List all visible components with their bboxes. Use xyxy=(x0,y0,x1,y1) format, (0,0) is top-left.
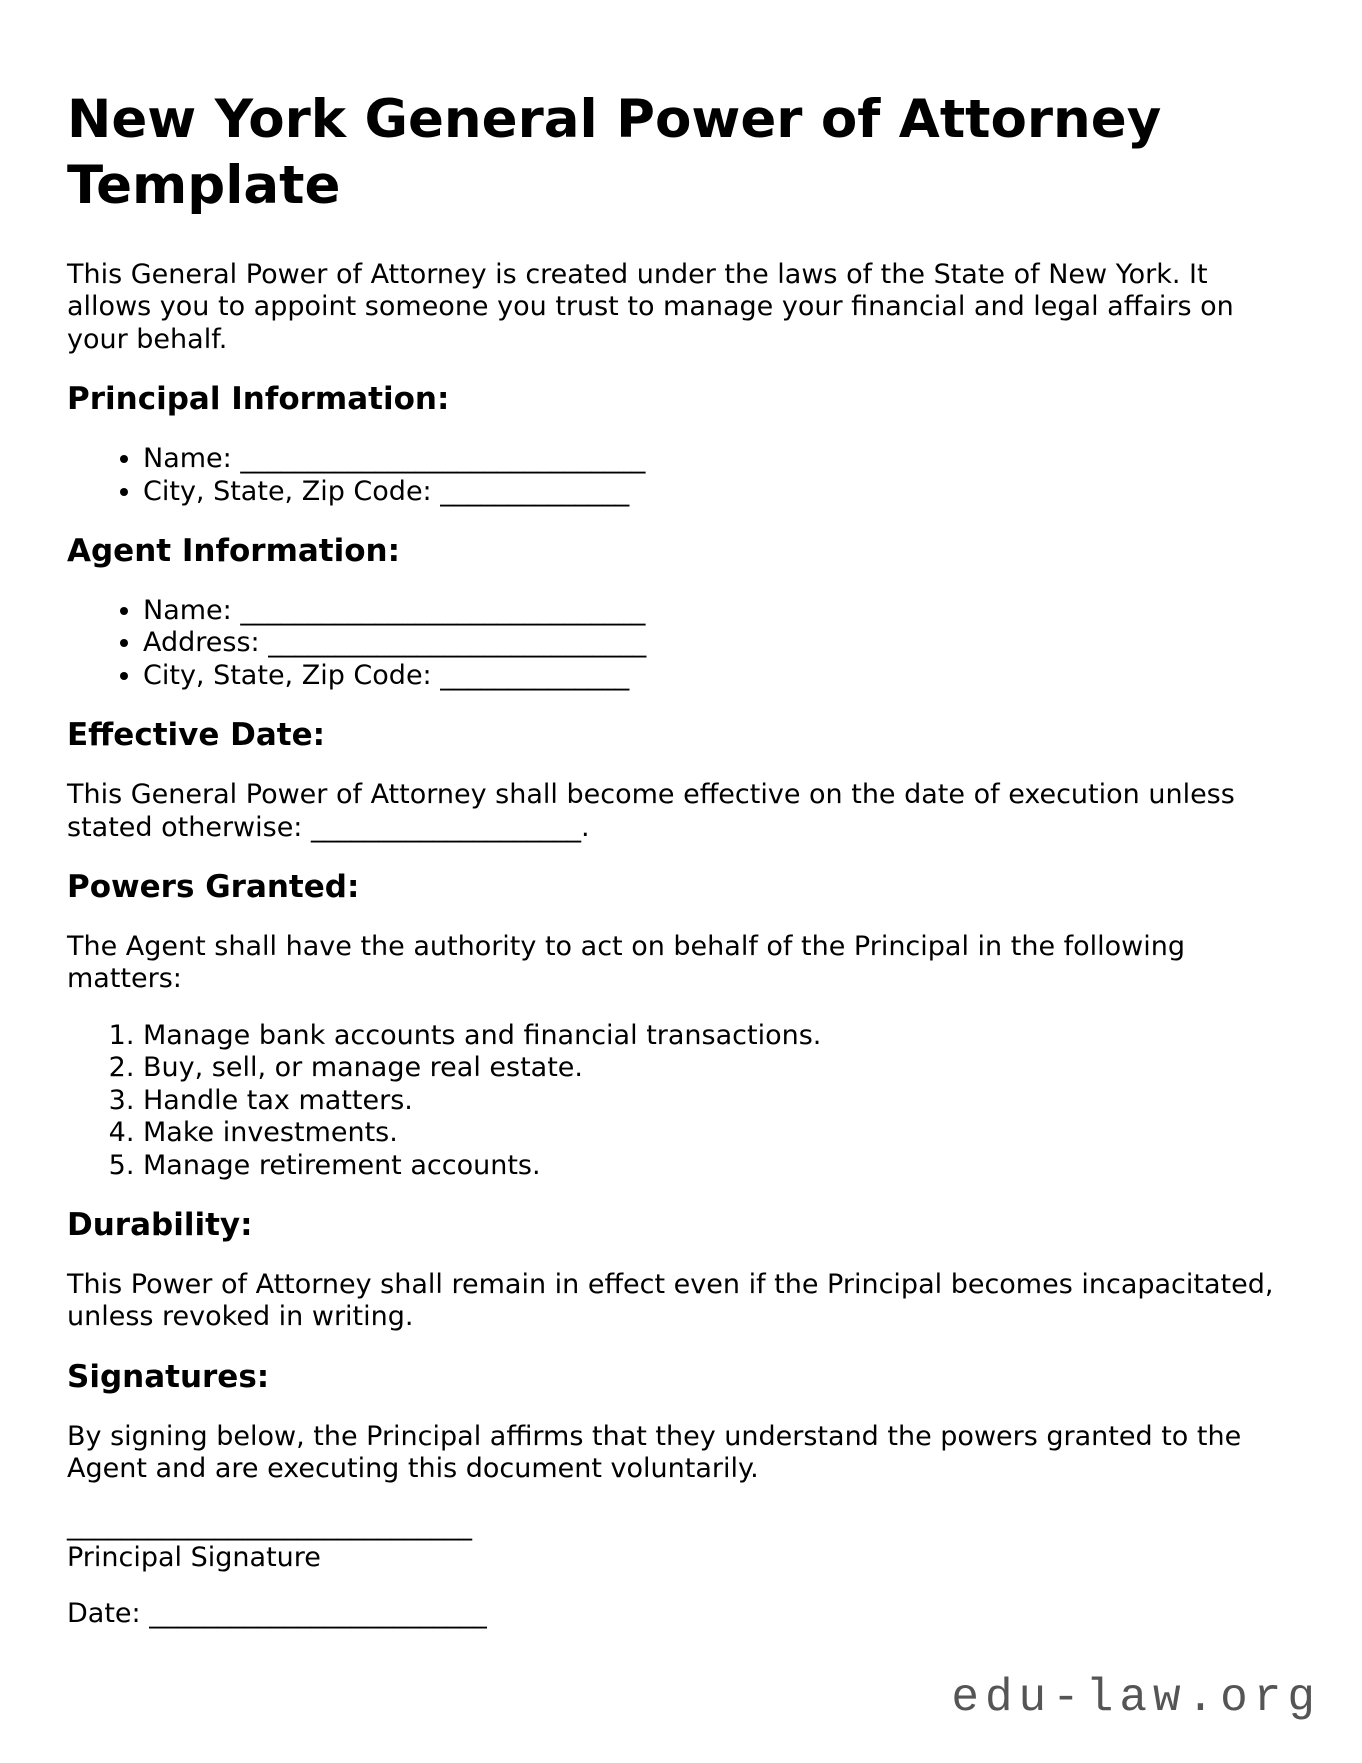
power-item-bank: 1. Manage bank accounts and financial transactions. xyxy=(143,1020,1295,1052)
principal-signature-label: Principal Signature xyxy=(67,1541,321,1573)
agent-fields-list xyxy=(67,595,1295,692)
powers-list xyxy=(67,1020,1295,1182)
field-agent-name: • Name: ______________________________ xyxy=(143,595,1295,627)
principal-fields-list xyxy=(67,443,1295,508)
section-heading-principal: Principal Information: xyxy=(67,381,450,418)
section-heading-signatures: Signatures: xyxy=(67,1358,270,1395)
date-line: Date: _________________________ xyxy=(67,1598,487,1630)
effective-date-paragraph: This General Power of Attorney shall become effective on the date of execution unless stated otherwise: ____________________. xyxy=(67,779,1235,843)
signatures-paragraph: By signing below, the Principal affirms that they understand the powers granted to the Agent and are executing this document voluntarily. xyxy=(67,1420,1242,1485)
field-principal-name: • Name: ______________________________ xyxy=(143,443,1295,475)
section-heading-agent: Agent Information: xyxy=(67,533,400,570)
section-heading-durability: Durability: xyxy=(67,1206,253,1243)
site-watermark: edu-law.org xyxy=(951,1671,1321,1724)
power-item-investments: 4. Make investments. xyxy=(143,1117,1295,1149)
section-heading-effective-date: Effective Date: xyxy=(67,717,326,754)
powers-intro-paragraph: The Agent shall have the authority to act on behalf of the Principal in the following matters: xyxy=(67,931,1186,995)
section-heading-powers: Powers Granted: xyxy=(67,869,360,906)
durability-paragraph: This Power of Attorney shall remain in effect even if the Principal becomes incapacitated, unless revoked in writing. xyxy=(67,1268,1274,1333)
power-item-retirement: 5. Manage retirement accounts. xyxy=(143,1150,1295,1182)
field-agent-city-state-zip: • City, State, Zip Code: ______________ xyxy=(143,660,1295,692)
intro-paragraph: This General Power of Attorney is created under the laws of the State of New York. It allows you to appoint someone you trust to manage your financial and legal affairs on your behalf. xyxy=(67,259,1234,355)
page-title: New York General Power of Attorney Template xyxy=(67,89,1162,216)
principal-signature-line: ______________________________ xyxy=(67,1509,472,1541)
signature-block xyxy=(67,1510,1295,1575)
power-item-tax: 3. Handle tax matters. xyxy=(143,1085,1295,1117)
power-item-real-estate: 2. Buy, sell, or manage real estate. xyxy=(143,1052,1295,1084)
field-agent-address: • Address: ____________________________ xyxy=(143,627,1295,659)
field-principal-city-state-zip: • City, State, Zip Code: ______________ xyxy=(143,476,1295,508)
